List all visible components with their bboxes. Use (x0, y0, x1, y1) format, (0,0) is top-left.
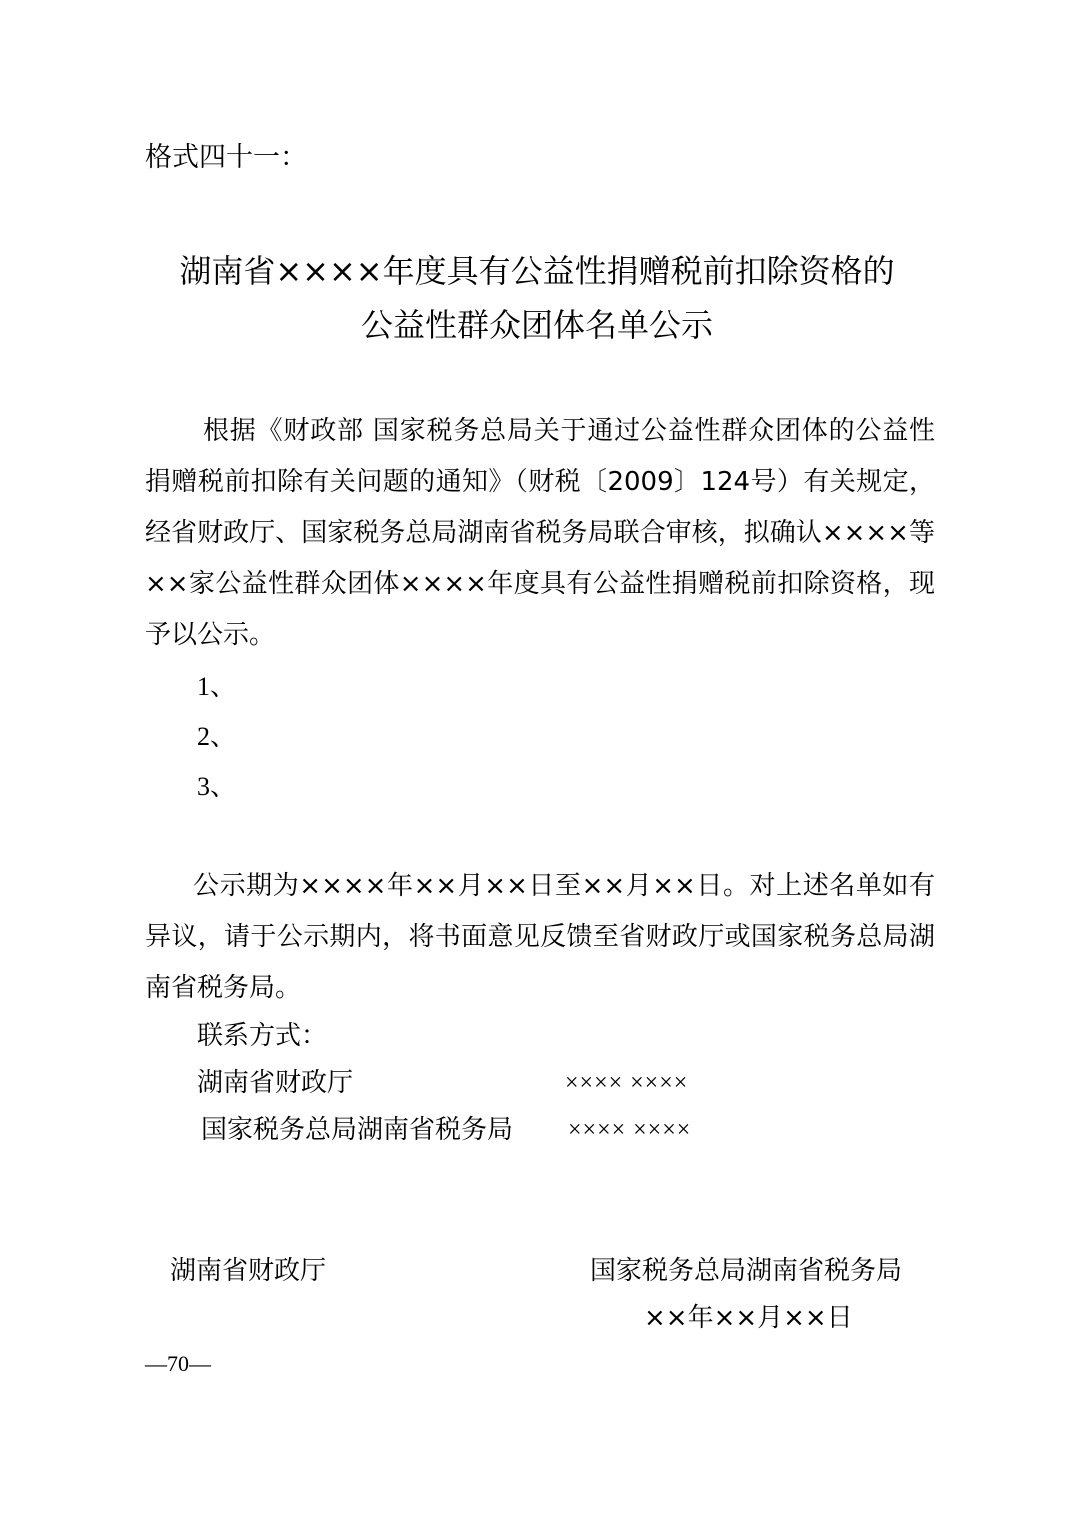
page-number: —70— (145, 1351, 211, 1376)
signature-finance-dept: 湖南省财政厅 (170, 1256, 327, 1286)
document-title-line-1: 湖南省××××年度具有公益性捐赠税前扣除资格的 (179, 252, 895, 290)
contact-name-tax-bureau: 国家税务总局湖南省税务局 (201, 1115, 514, 1145)
format-label: 格式四十一： (145, 142, 307, 173)
contact-value-tax-bureau: ×××× ×××× (568, 1117, 692, 1143)
notice-period-paragraph: 公示期为××××年××月××日至××月××日。对上述名单如有异议，请于公示期内，将书面意见反馈至省财政厅或国家税务总局湖南省税务局。 (145, 871, 935, 1003)
signature-tax-bureau: 国家税务总局湖南省税务局 (590, 1256, 903, 1286)
list-item-2: 2、 (197, 722, 237, 751)
list-item-1: 1、 (197, 672, 237, 701)
contact-value-finance-dept: ×××× ×××× (565, 1070, 689, 1096)
document-title-line-2: 公益性群众团体名单公示 (360, 306, 713, 344)
intro-paragraph: 根据《财政部 国家税务总局关于通过公益性群众团体的公益性捐赠税前扣除有关问题的通知》（财税〔2009〕124号）有关规定，经省财政厅、国家税务总局湖南省税务局联合审核，拟确认××××等××家公益性群众团体××××年度具有公益性捐赠税前扣除资格，现予以公示。 (145, 416, 935, 650)
contact-name-finance-dept: 湖南省财政厅 (197, 1068, 354, 1098)
list-item-3: 3、 (197, 772, 237, 801)
signature-date: ××年××月××日 (644, 1303, 853, 1333)
contact-label: 联系方式： (197, 1021, 328, 1051)
